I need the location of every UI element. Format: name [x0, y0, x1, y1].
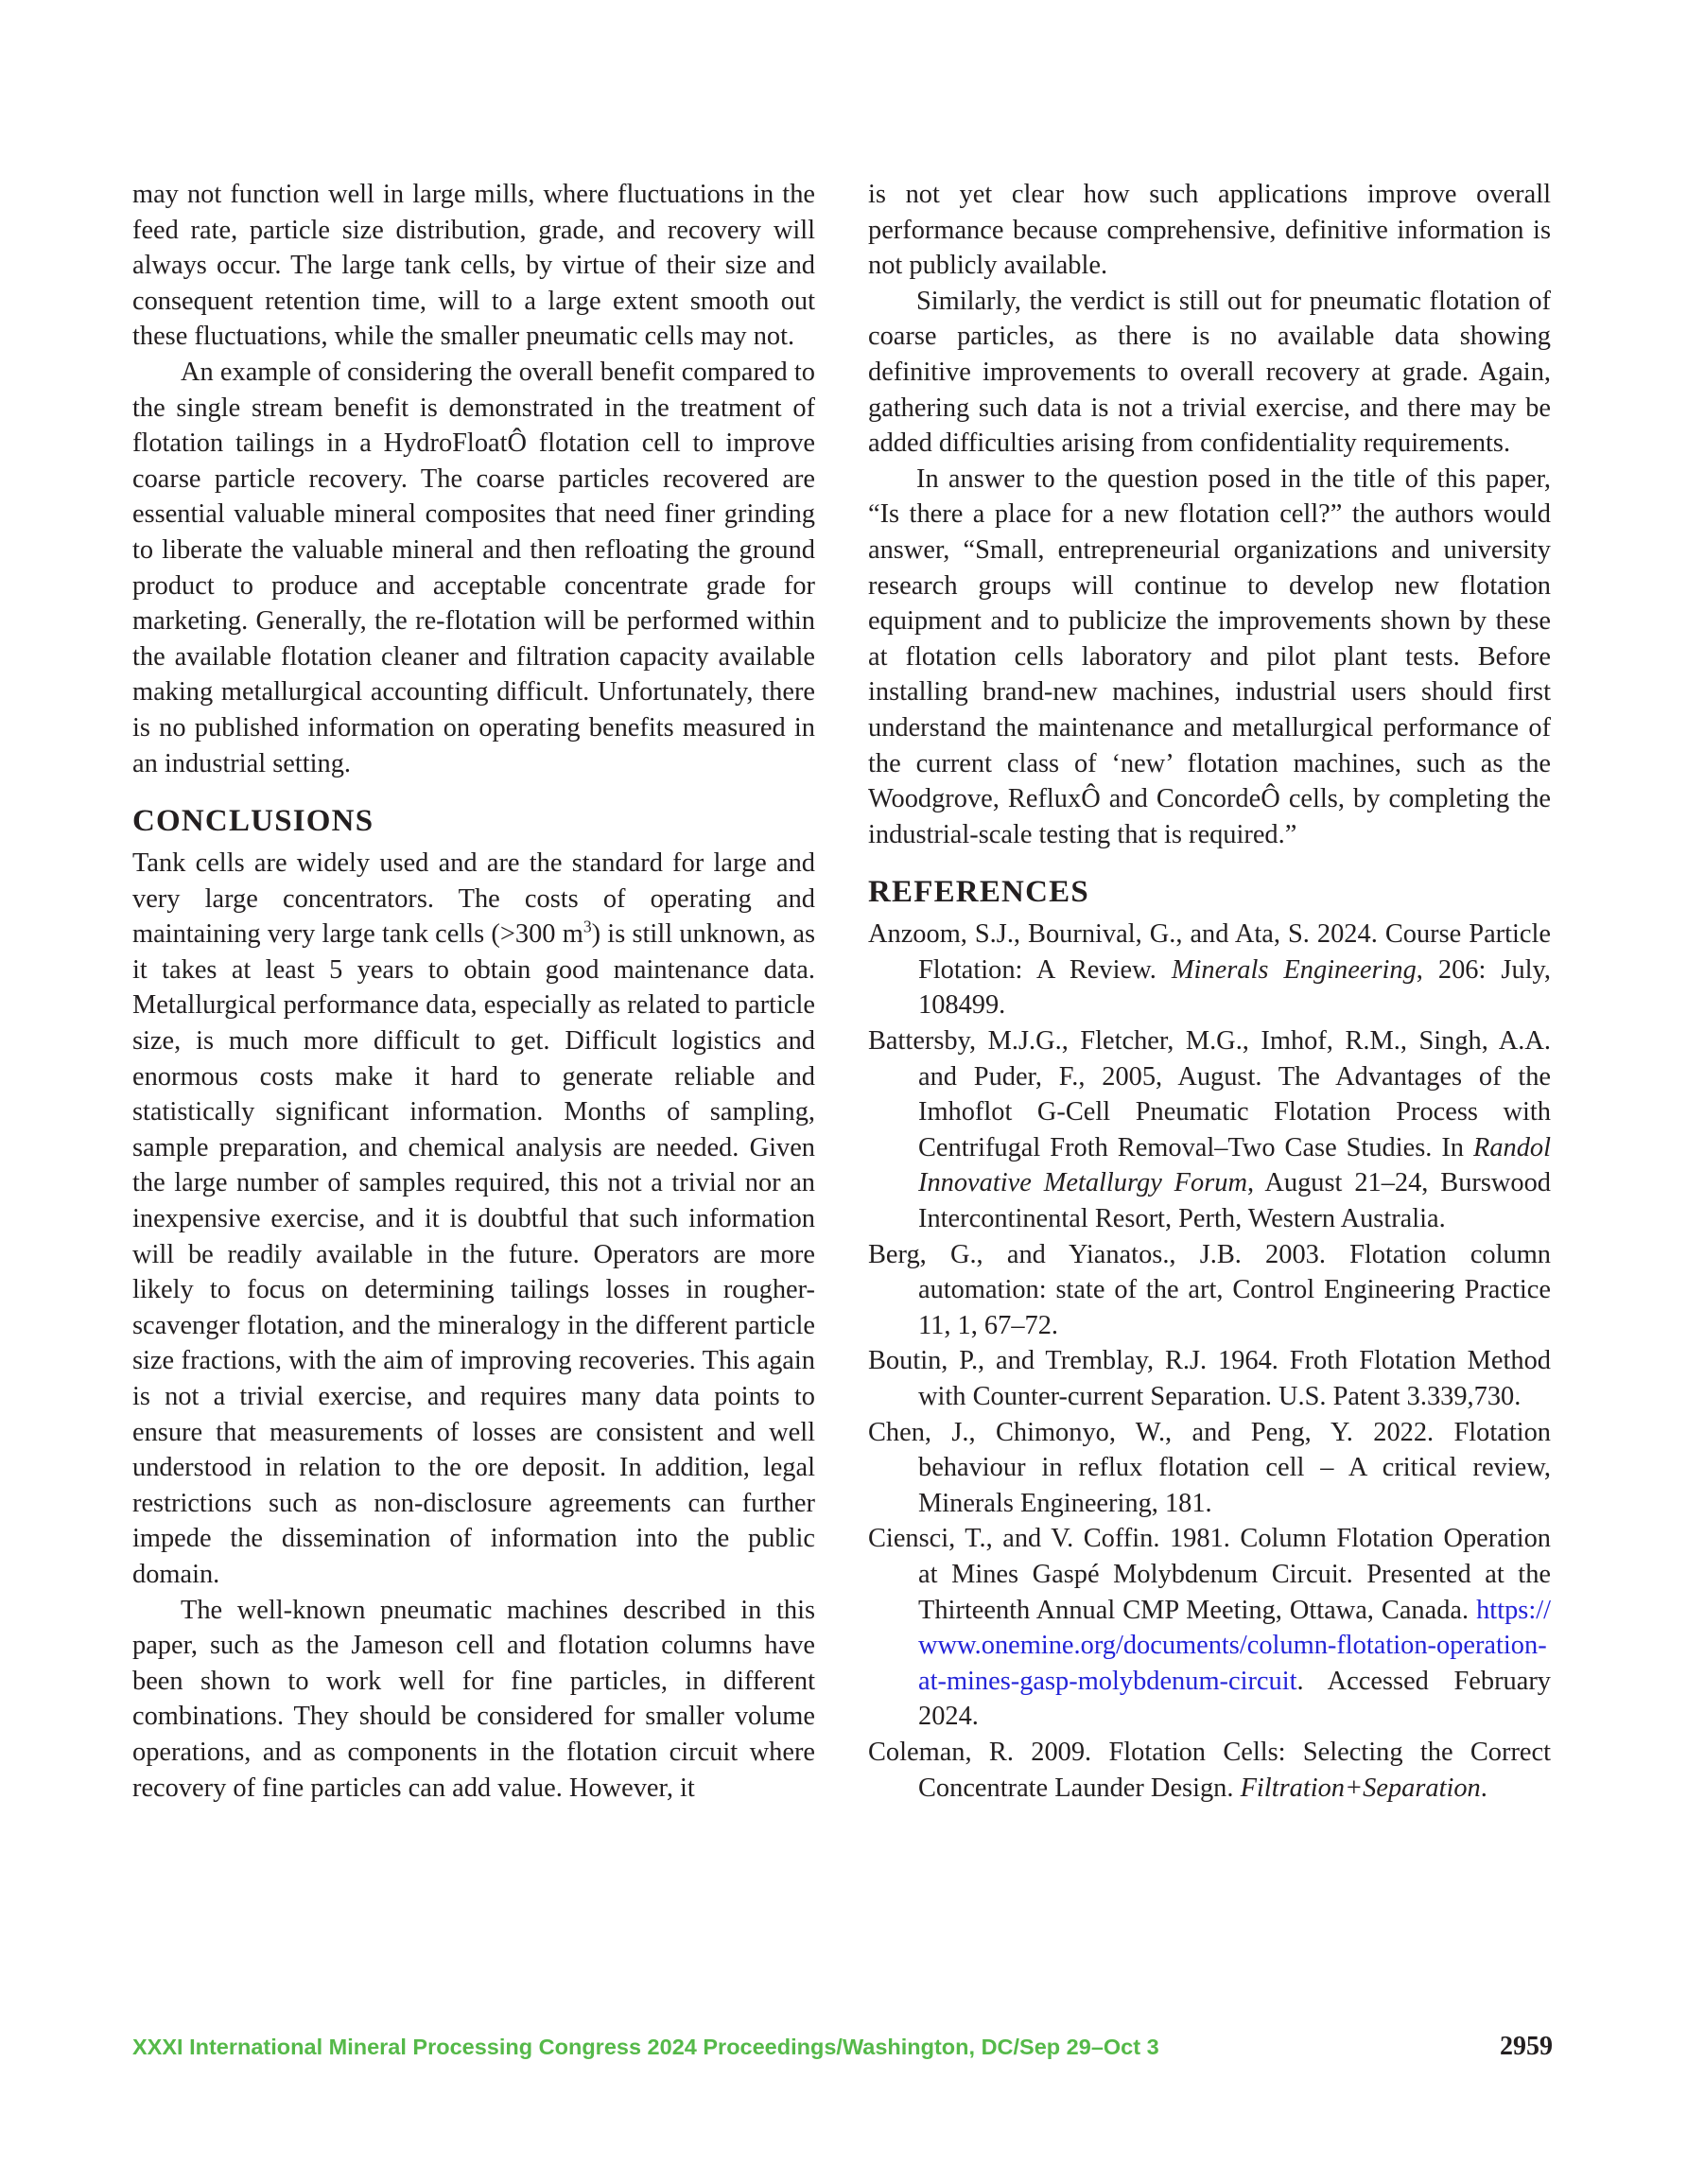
paragraph-continuation: may not function well in large mills, where fluctuations in the feed rate, particle size distribution, grade, and recovery will always occur. The large tank cells, by virtue of their size and consequent retention time, will to a large extent smooth out these fluctuations, while the smaller pneumatic cells may not. — [132, 180, 815, 352]
paragraph-continuation-right: is not yet clear how such applications improve overall performance because comprehensive, definitive information is not publicly available. — [868, 180, 1551, 281]
reference-text: Ciensci, T., and V. Coffin. 1981. Column Flotation Operation at Mines Gaspé Molybdenum Circuit. Presented at the Thirteenth Annual CMP Meeting, Ottawa, Canada. — [868, 1524, 1551, 1625]
reference-text: Chen, J., Chimonyo, W., and Peng, Y. 2022. Flotation behaviour in reflux flotation cell – A critical review, Minerals Engineering, 181. — [868, 1417, 1551, 1518]
reference-item — [868, 1735, 1551, 1806]
reference-text: Coleman, R. 2009. Flotation Cells: Selecting the Correct Concentrate Launder Design. — [868, 1737, 1551, 1803]
reference-item — [868, 917, 1551, 1023]
reference-url-link[interactable]: https://www.onemine.org/documents/column-flotation-operation-at-mines-gasp-molybdenum-circuit — [918, 1595, 1551, 1696]
reference-item — [868, 1521, 1551, 1735]
page-footer — [132, 2032, 1553, 2069]
paragraph-conclusions-tank-cells — [132, 846, 815, 1592]
reference-journal: Minerals Engineering — [1171, 954, 1417, 985]
left-column — [132, 177, 815, 1806]
reference-text: Berg, G., and Yianatos., J.B. 2003. Flotation column automation: state of the art, Control Engineering Practice 11, 1, 67–72. — [868, 1239, 1551, 1340]
reference-journal: Filtration+Separation — [1240, 1773, 1481, 1803]
conclusions-text-part-a: Tank cells are widely used and are the standard for large and very large concentrators. The costs of operating and maintaining very large tank cells (>300 m — [132, 848, 815, 950]
paragraph-conclusions-pneumatic: The well-known pneumatic machines described in this paper, such as the Jameson cell and flotation columns have been shown to work well for fine particles, in different combinations. They should be considered for smaller volume operations, and as components in the flotation circuit where recovery of fine particles can add value. However, it — [132, 1595, 815, 1803]
reference-text: Boutin, P., and Tremblay, R.J. 1964. Froth Flotation Method with Counter-current Separation. U.S. Patent 3.339,730. — [868, 1346, 1551, 1411]
reference-details: . — [1480, 1773, 1487, 1803]
reference-details: . Accessed February 2024. — [918, 1666, 1551, 1732]
paragraph-hydrofloat-example: An example of considering the overall benefit compared to the single stream benefit is demonstrated in the treatment of flotation tailings in a HydroFloatÔ flotation cell to improve coarse particle recovery. The coarse particles recovered are essential valuable mineral composites that need finer grinding to liberate the valuable mineral and then refloating the ground product to produce and acceptable concentrate grade for marketing. Generally, the re-flotation will be performed within the available flotation cleaner and filtration capacity available making metallurgical accounting difficult. Unfortunately, there is no published information on operating benefits measured in an industrial setting. — [132, 357, 815, 778]
paragraph-similarly: Similarly, the verdict is still out for pneumatic flotation of coarse particles, as there is no available data showing definitive improvements to overall recovery at grade. Again, gathering such data is not a trivial exercise, and there may be added difficulties arising from confidentiality requirements. — [868, 286, 1551, 459]
references-heading: REFERENCES — [868, 875, 1089, 910]
page-number: 2959 — [1500, 2032, 1553, 2061]
reference-item — [868, 1343, 1551, 1414]
conclusions-text-part-b: ) is still unknown, as it takes at least 5 years to obtain good maintenance data. Metallurgical performance data, especially as related to particle size, is much more difficult to get. Difficult logistics and enormous costs make it hard to generate reliable and statistically significant information. Months of sampling, sample preparation, and chemical analysis are needed. Given the large number of samples required, this not a trivial nor an inexpensive exercise, and it is doubtful that such information will be readily available in the future. Operators are more likely to focus on determining tailings losses in rougher-scavenger flotation, and the mineralogy in the different particle size fractions, with the aim of improving recoveries. This again is not a trivial exercise, and requires many data points to ensure that measurements of losses are consistent and well understood in relation to the ore deposit. In addition, legal restrictions such as non-disclosure agreements can further impede the dissemination of information into the public domain. — [132, 919, 815, 1589]
superscript-cubic: 3 — [583, 917, 592, 936]
paragraph-answer: In answer to the question posed in the title of this paper, “Is there a place for a new flotation cell?” the authors would answer, “Small, entrepreneurial organizations and university research groups will continue to develop new flotation equipment and to publicize the improvements shown by these at flotation cells laboratory and pilot plant tests. Before installing brand-new machines, industrial users should first understand the maintenance and metallurgical performance of the current class of ‘new’ flotation machines, such as the Woodgrove, RefluxÔ and ConcordeÔ cells, by completing the industrial-scale testing that is required.” — [868, 463, 1551, 849]
reference-details: , 206: July, 108499. — [918, 954, 1551, 1021]
right-column — [868, 177, 1551, 1806]
reference-item — [868, 1415, 1551, 1522]
reference-list — [868, 917, 1551, 1806]
conclusions-heading: CONCLUSIONS — [132, 804, 374, 839]
footer-venue: XXXI International Mineral Processing Congress 2024 Proceedings/Washington, DC/Sep 29–Oct 3 — [132, 2035, 1159, 2059]
reference-text: Anzoom, S.J., Bournival, G., and Ata, S. 2024. Course Particle Flotation: A Review. — [868, 919, 1551, 985]
reference-journal: Randol Innovative Metallurgy Forum — [918, 1132, 1551, 1198]
reference-details: , August 21–24, Burswood Intercontinental Resort, Perth, Western Australia. — [918, 1168, 1552, 1234]
reference-text: Battersby, M.J.G., Fletcher, M.G., Imhof, R.M., Singh, A.A. and Puder, F., 2005, August. The Advantages of the Imhoflot G-Cell Pneumatic Flotation Process with Centrifugal Froth Removal–Two Case Studies. In — [868, 1026, 1551, 1162]
reference-item — [868, 1237, 1551, 1344]
reference-item — [868, 1023, 1551, 1237]
